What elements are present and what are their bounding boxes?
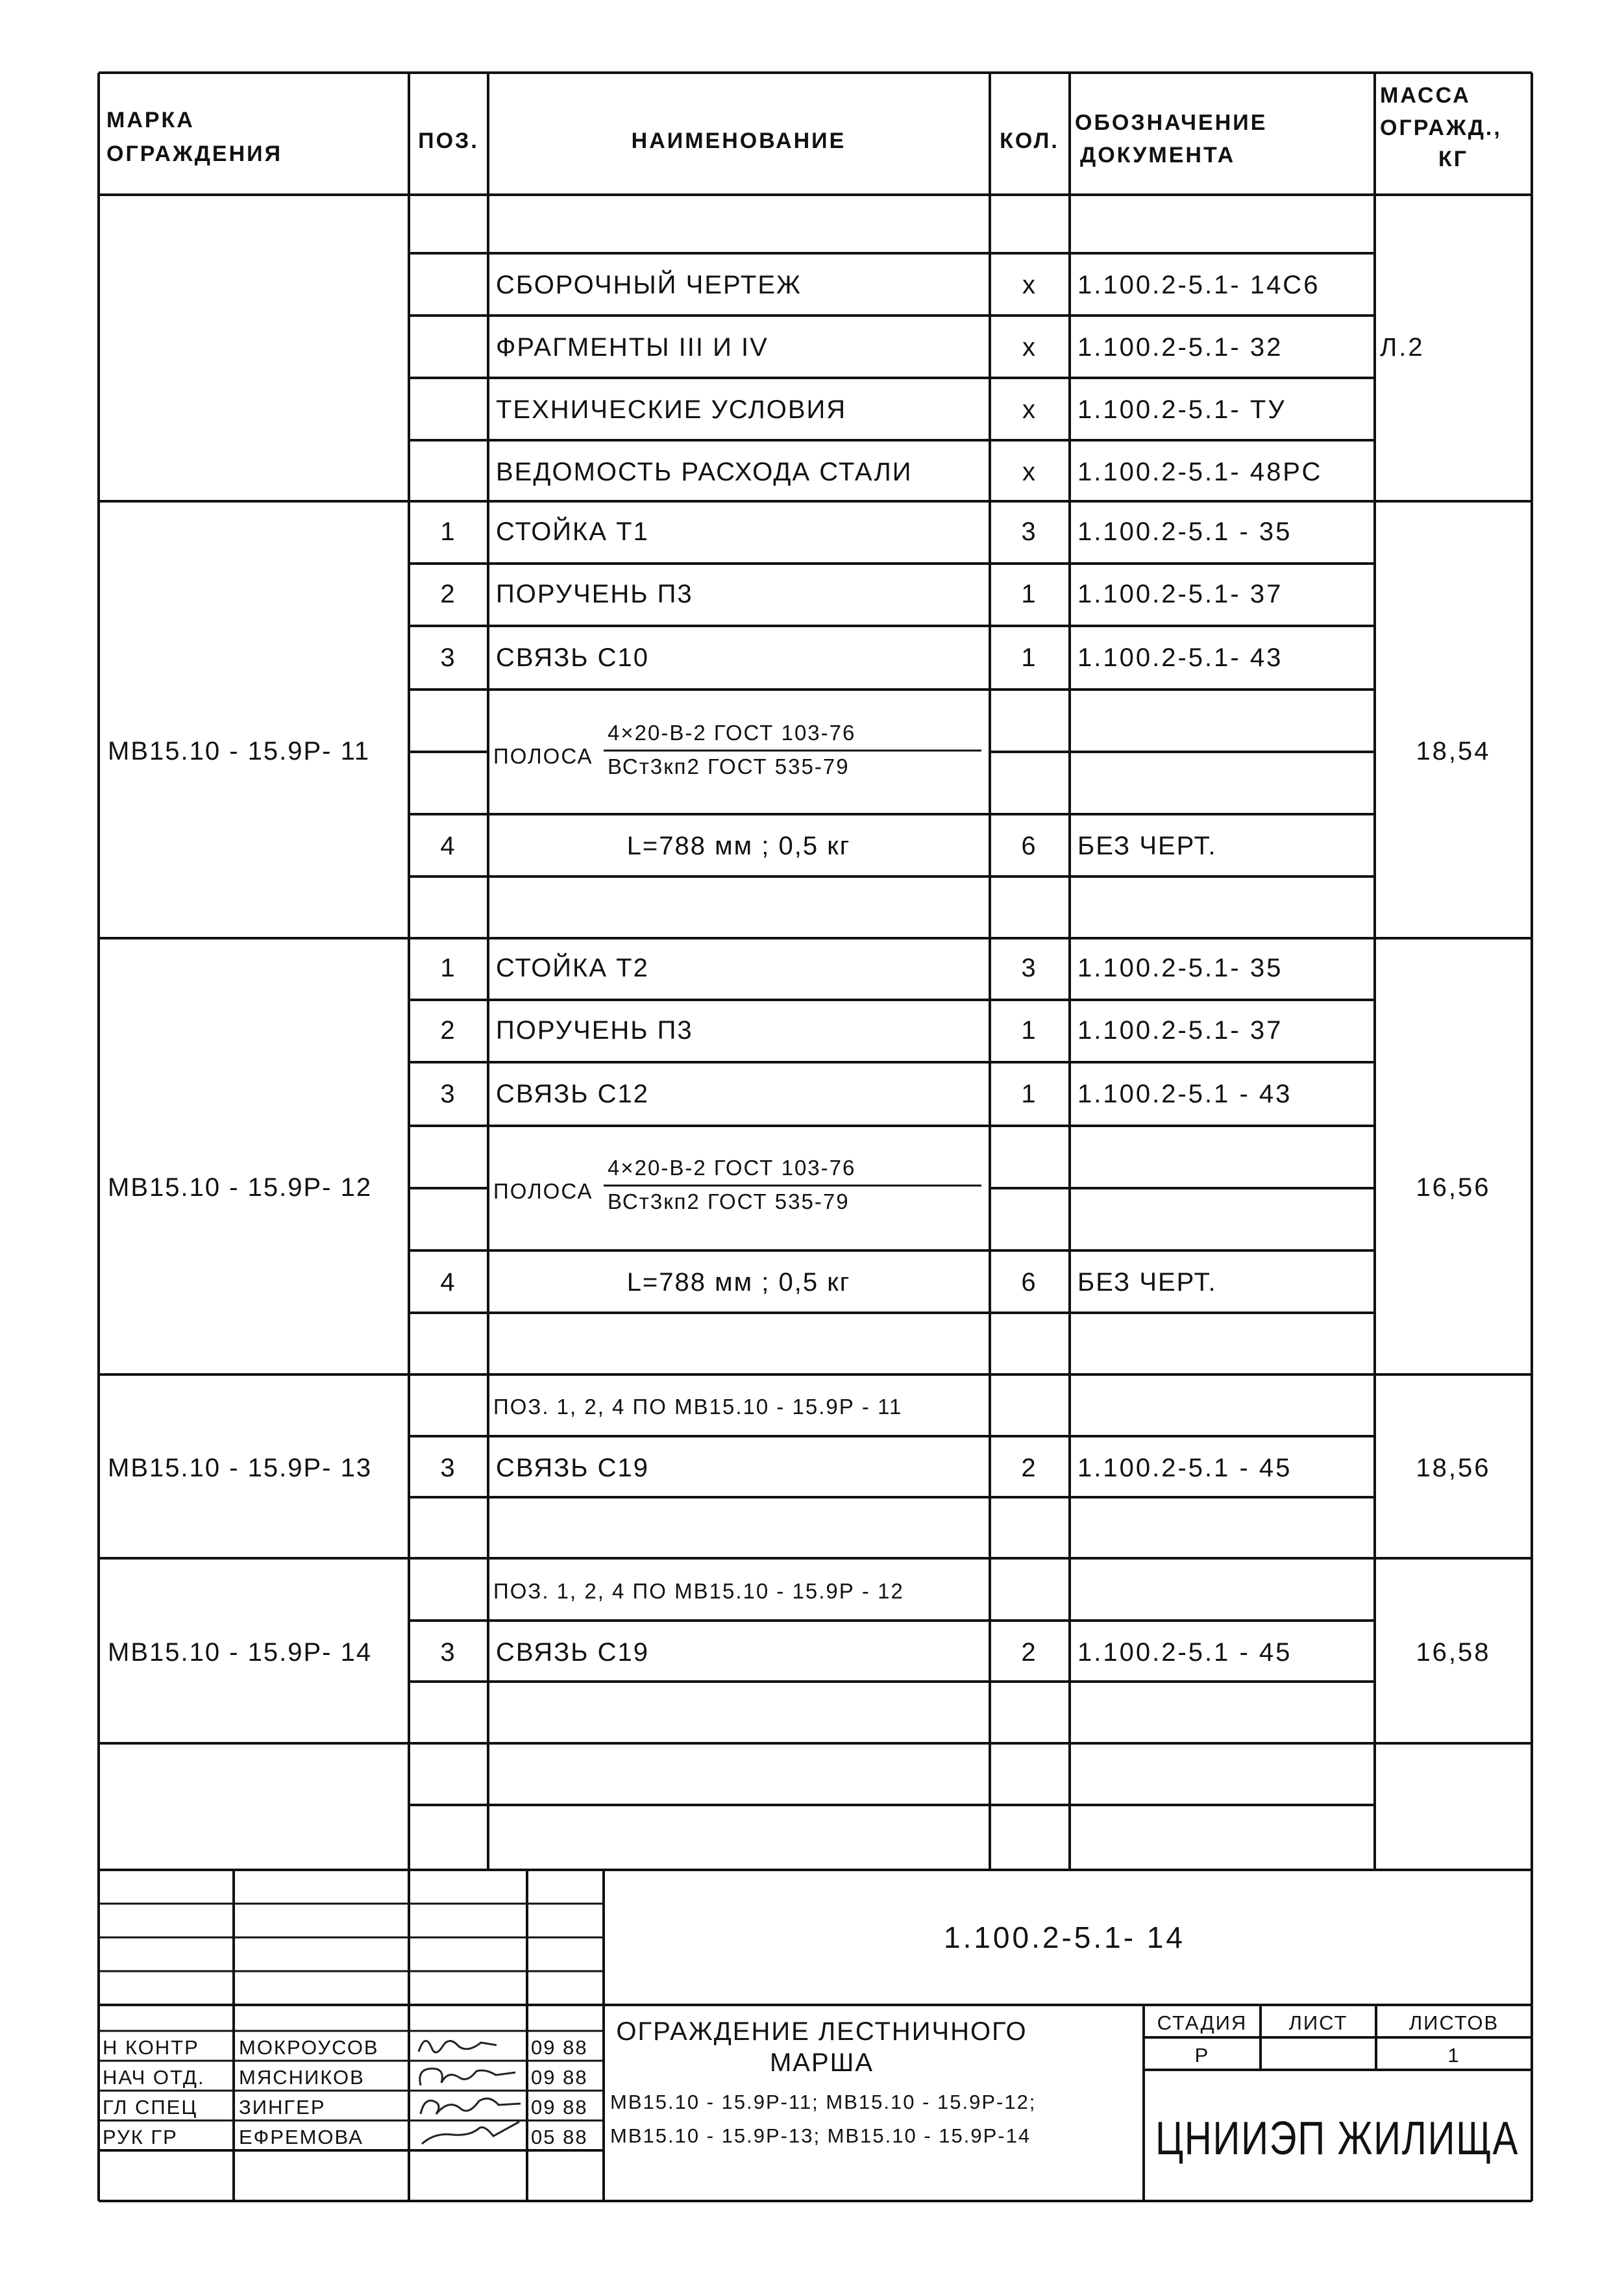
group-11-strip-top: 4×20-В-2 ГОСТ 103-76 bbox=[608, 721, 856, 745]
group-12-row-2-doc: 1.100.2-5.1- 37 bbox=[1077, 1016, 1283, 1045]
group-12-row-2-qty: 1 bbox=[1021, 1016, 1038, 1045]
group-13-doc: 1.100.2-5.1 - 45 bbox=[1077, 1454, 1292, 1482]
group-11-row-2-doc: 1.100.2-5.1- 37 bbox=[1077, 580, 1283, 608]
stage-label: СТАДИЯ bbox=[1157, 2011, 1248, 2034]
staff-1-name: МОКРОУСОВ bbox=[239, 2036, 379, 2059]
group-12-row-3-pos: 3 bbox=[440, 1080, 457, 1108]
staff-4-date: 05 88 bbox=[531, 2126, 588, 2148]
group-12-row-2-pos: 2 bbox=[440, 1016, 457, 1045]
frame-lines bbox=[99, 73, 1532, 2201]
group-14-ref: ПОЗ. 1, 2, 4 ПО МВ15.10 - 15.9Р - 12 bbox=[493, 1579, 904, 1603]
group-12-mark: МВ15.10 - 15.9Р- 12 bbox=[108, 1173, 373, 1202]
general-row-2-doc: 1.100.2-5.1- 32 bbox=[1077, 333, 1283, 362]
general-row-1-qty: х bbox=[1022, 271, 1037, 299]
general-row-2-name: ФРАГМЕНТЫ III И IV bbox=[496, 333, 769, 362]
group-13 bbox=[108, 1395, 1491, 1482]
group-11-row-1-pos: 1 bbox=[440, 517, 457, 546]
group-13-mass: 18,56 bbox=[1416, 1454, 1491, 1482]
group-13-name: СВЯЗЬ С19 bbox=[496, 1454, 650, 1482]
stage-value: Р bbox=[1194, 2044, 1210, 2067]
group-12-row-3-qty: 1 bbox=[1021, 1080, 1038, 1108]
general-row-4-qty: х bbox=[1022, 458, 1037, 486]
group-12-row-1-pos: 1 bbox=[440, 954, 457, 982]
group-12-mass: 16,56 bbox=[1416, 1173, 1491, 1202]
group-13-mark: МВ15.10 - 15.9Р- 13 bbox=[108, 1454, 373, 1482]
group-11-row-3-doc: 1.100.2-5.1- 43 bbox=[1077, 643, 1283, 672]
header-doc-1: ОБОЗНАЧЕНИЕ bbox=[1075, 110, 1268, 135]
group-14-qty: 2 bbox=[1021, 1638, 1038, 1667]
general-row-1-name: СБОРОЧНЫЙ ЧЕРТЕЖ bbox=[496, 271, 802, 299]
title-line-3: МВ15.10 - 15.9Р-11; МВ15.10 - 15.9Р-12; bbox=[610, 2091, 1037, 2113]
organization-name: ЦНИИЭП ЖИЛИЩА bbox=[1155, 2113, 1519, 2165]
title-line-4: МВ15.10 - 15.9Р-13; МВ15.10 - 15.9Р-14 bbox=[610, 2124, 1031, 2147]
document-code: 1.100.2-5.1- 14 bbox=[943, 1921, 1186, 1954]
group-11-row-1-name: СТОЙКА Т1 bbox=[496, 517, 649, 546]
group-12-strip-top: 4×20-В-2 ГОСТ 103-76 bbox=[608, 1156, 856, 1180]
signature-2 bbox=[420, 2069, 515, 2085]
group-14-name: СВЯЗЬ С19 bbox=[496, 1638, 650, 1667]
group-12-row-1-name: СТОЙКА Т2 bbox=[496, 954, 649, 982]
staff-2-role: НАЧ ОТД. bbox=[103, 2066, 205, 2089]
staff-3-date: 09 88 bbox=[531, 2096, 588, 2119]
group-12-row-4-name: L=788 мм ; 0,5 кг bbox=[626, 1268, 851, 1297]
sheet-label: ЛИСТ bbox=[1288, 2011, 1348, 2034]
staff-4-name: ЕФРЕМОВА bbox=[239, 2126, 363, 2148]
title-block bbox=[103, 1921, 1519, 2165]
staff-2-name: МЯСНИКОВ bbox=[239, 2066, 365, 2089]
header-doc-2: ДОКУМЕНТА bbox=[1080, 143, 1236, 168]
group-12-strip-label: ПОЛОСА bbox=[493, 1179, 593, 1203]
signature-1 bbox=[419, 2041, 497, 2052]
group-11-row-2-name: ПОРУЧЕНЬ П3 bbox=[496, 580, 693, 608]
staff-2-date: 09 88 bbox=[531, 2066, 588, 2089]
group-12-row-2-name: ПОРУЧЕНЬ П3 bbox=[496, 1016, 693, 1045]
group-11-row-1-qty: 3 bbox=[1021, 517, 1038, 546]
staff-1-date: 09 88 bbox=[531, 2036, 588, 2059]
group-14 bbox=[108, 1579, 1491, 1667]
group-13-pos: 3 bbox=[440, 1454, 457, 1482]
staff-3-role: ГЛ СПЕЦ bbox=[103, 2096, 198, 2119]
header-mass-2: ОГРАЖД., bbox=[1380, 116, 1502, 140]
header-name: НАИМЕНОВАНИЕ bbox=[631, 129, 846, 153]
group-12-row-4-pos: 4 bbox=[440, 1268, 457, 1297]
table-header bbox=[106, 83, 1502, 171]
group-11-row-3-name: СВЯЗЬ С10 bbox=[496, 643, 650, 672]
general-row-4-name: ВЕДОМОСТЬ РАСХОДА СТАЛИ bbox=[496, 458, 913, 486]
group-11-strip-bottom: ВСт3кп2 ГОСТ 535-79 bbox=[608, 754, 850, 778]
group-11-mark: МВ15.10 - 15.9Р- 11 bbox=[108, 737, 371, 765]
group-14-mass: 16,58 bbox=[1416, 1638, 1491, 1667]
group-11-mass: 18,54 bbox=[1416, 737, 1491, 765]
group-12-row-1-doc: 1.100.2-5.1- 35 bbox=[1077, 954, 1283, 982]
group-14-doc: 1.100.2-5.1 - 45 bbox=[1077, 1638, 1292, 1667]
staff-1-role: Н КОНТР bbox=[103, 2036, 199, 2059]
header-mass-1: МАССА bbox=[1380, 83, 1471, 108]
group-12-row-4-qty: 6 bbox=[1021, 1268, 1038, 1297]
group-11-row-4-pos: 4 bbox=[440, 832, 457, 860]
staff-4-role: РУК ГР bbox=[103, 2126, 178, 2148]
signature-4 bbox=[422, 2122, 519, 2144]
staff-3-name: ЗИНГЕР bbox=[239, 2096, 326, 2119]
general-row-4-doc: 1.100.2-5.1- 48РС bbox=[1077, 458, 1323, 486]
general-row-3-qty: х bbox=[1022, 395, 1037, 424]
group-11-row-4-qty: 6 bbox=[1021, 832, 1038, 860]
header-pos: ПОЗ. bbox=[418, 129, 479, 153]
group-11-row-2-qty: 1 bbox=[1021, 580, 1038, 608]
group-12-row-4-doc: БЕЗ ЧЕРТ. bbox=[1077, 1268, 1217, 1297]
header-mark-1: МАРКА bbox=[106, 108, 195, 132]
general-row-3-name: ТЕХНИЧЕСКИЕ УСЛОВИЯ bbox=[496, 395, 847, 424]
group-11-row-3-pos: 3 bbox=[440, 643, 457, 672]
group-13-qty: 2 bbox=[1021, 1454, 1038, 1482]
sheets-value: 1 bbox=[1447, 2044, 1460, 2067]
general-row-3-doc: 1.100.2-5.1- ТУ bbox=[1077, 395, 1286, 424]
group-11-row-4-doc: БЕЗ ЧЕРТ. bbox=[1077, 832, 1217, 860]
group-13-ref: ПОЗ. 1, 2, 4 ПО МВ15.10 - 15.9Р - 11 bbox=[493, 1395, 903, 1419]
group-11-row-1-doc: 1.100.2-5.1 - 35 bbox=[1077, 517, 1292, 546]
group-12-strip-bottom: ВСт3кп2 ГОСТ 535-79 bbox=[608, 1189, 850, 1213]
group-12-row-3-doc: 1.100.2-5.1 - 43 bbox=[1077, 1080, 1292, 1108]
general-row-1-doc: 1.100.2-5.1- 14С6 bbox=[1077, 271, 1320, 299]
group-11-row-3-qty: 1 bbox=[1021, 643, 1038, 672]
general-row-2-qty: х bbox=[1022, 333, 1037, 362]
title-line-1: ОГРАЖДЕНИЕ ЛЕСТНИЧНОГО bbox=[616, 2017, 1027, 2046]
header-qty: КОЛ. bbox=[1000, 129, 1059, 153]
sheets-label: ЛИСТОВ bbox=[1409, 2011, 1499, 2034]
group-11-row-4-name: L=788 мм ; 0,5 кг bbox=[626, 832, 851, 860]
group-11-strip-label: ПОЛОСА bbox=[493, 744, 593, 768]
group-14-mark: МВ15.10 - 15.9Р- 14 bbox=[108, 1638, 373, 1667]
group-12-row-3-name: СВЯЗЬ С12 bbox=[496, 1080, 650, 1108]
header-mark-2: ОГРАЖДЕНИЯ bbox=[106, 142, 283, 166]
general-row-2-mass: Л.2 bbox=[1380, 333, 1425, 362]
title-line-2: МАРША bbox=[769, 2048, 874, 2077]
header-mass-3: КГ bbox=[1438, 147, 1469, 171]
group-11-row-2-pos: 2 bbox=[440, 580, 457, 608]
signature-3 bbox=[421, 2098, 521, 2114]
group-14-pos: 3 bbox=[440, 1638, 457, 1667]
group-12-row-1-qty: 3 bbox=[1021, 954, 1038, 982]
